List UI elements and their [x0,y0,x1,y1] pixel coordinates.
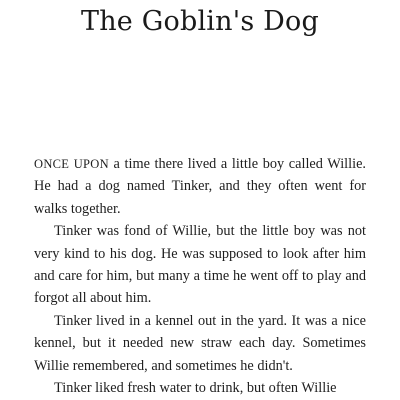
paragraph-1-text: a time there lived a little boy called Willie. He had a dog named Tinker, and they often went for walks together. [34,156,366,217]
story-text [34,153,366,399]
chapter-title: The Goblin's Dog [81,6,319,37]
paragraph-1 [34,153,366,220]
paragraph-lead-small-caps: ONCE UPON [34,157,109,171]
paragraph-3: Tinker lived in a kennel out in the yard. It was a nice kennel, but it needed new straw each day. Sometimes Willie remembered, and sometimes he didn't. [34,312,366,374]
paragraph-4: Tinker liked fresh water to drink, but often Willie [54,380,337,397]
paragraph-2: Tinker was fond of Willie, but the little boy was not very kind to his dog. He was supposed to look after him and care for him, but many a time he went off to play and forgot all about him. [34,223,366,307]
